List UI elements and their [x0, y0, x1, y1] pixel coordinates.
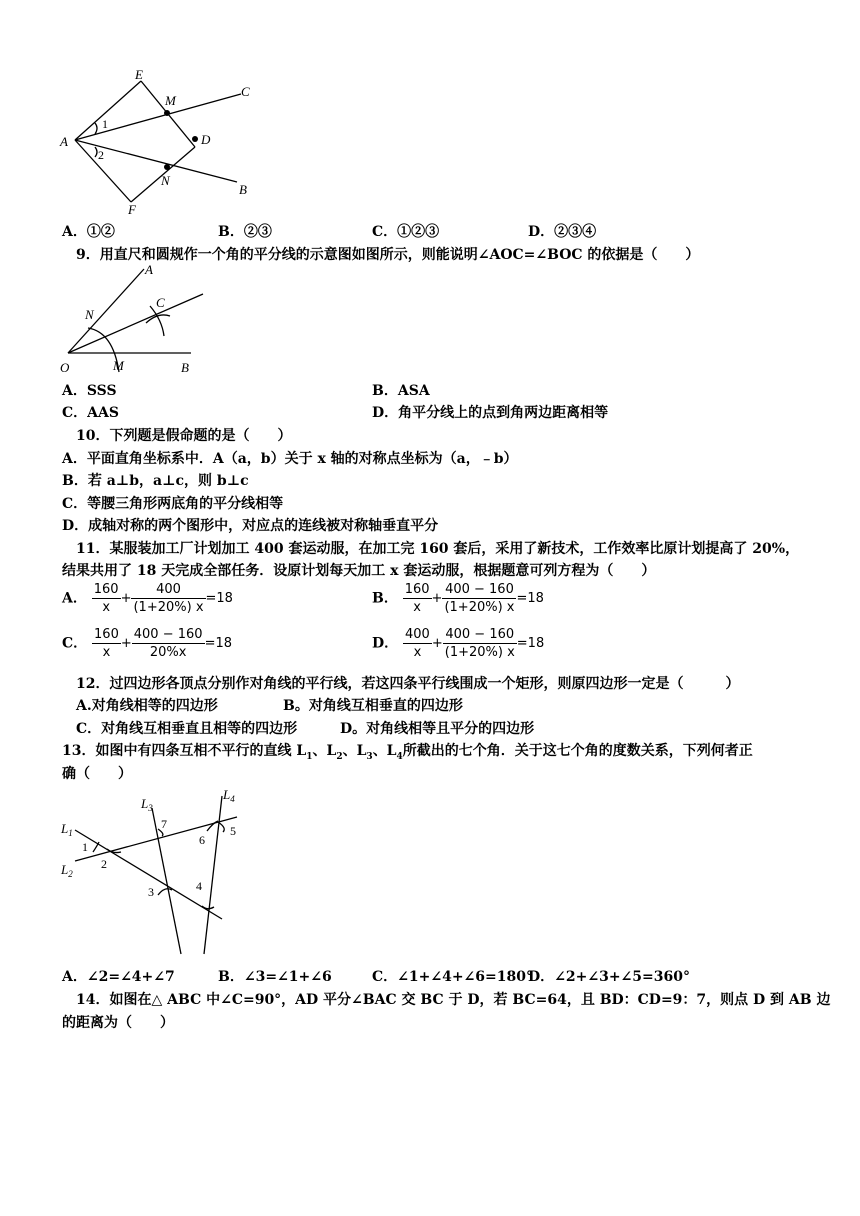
denominator: x: [102, 600, 111, 615]
option-letter: B．: [218, 224, 244, 240]
line-subscript: 2: [68, 869, 73, 879]
option-text: ②③: [243, 224, 272, 240]
option-text: ①②③: [397, 224, 440, 240]
option-text: ∠2+∠3+∠5=360°: [554, 969, 690, 985]
option-letter: C．: [62, 635, 88, 652]
option-text: ASA: [397, 383, 430, 399]
equals-value: =18: [516, 636, 545, 651]
option-letter: D．: [528, 224, 555, 240]
label-L3: [140, 796, 153, 813]
q13-option-b[interactable]: [218, 966, 332, 986]
option-letter: D．: [372, 635, 399, 652]
q13-option-d[interactable]: [528, 966, 690, 986]
line-subscript: 1: [68, 828, 73, 838]
label-B: B: [181, 360, 189, 375]
figure-q8: [55, 62, 265, 217]
q13-option-c[interactable]: [372, 966, 533, 986]
subscript: 3: [366, 751, 373, 762]
angle-2-label: 2: [98, 148, 104, 162]
stem-text: 13．如图中有四条互相不平行的直线 L: [62, 743, 307, 759]
q12-option-a[interactable]: A.对角线相等的四边形: [76, 698, 218, 714]
option-text: AAS: [87, 405, 119, 421]
option-letter: B．: [372, 590, 398, 607]
option-letter: B．: [372, 383, 398, 399]
equals-value: =18: [205, 591, 233, 606]
equals-value: =18: [516, 591, 544, 606]
q13-option-a[interactable]: [62, 966, 175, 986]
angle-2-label: 2: [101, 857, 107, 871]
stem-text: 所截出的七个角．关于这七个角的度数关系，下列何者正: [402, 743, 753, 759]
q14-stem-line2: 的距离为（ ）: [62, 1015, 174, 1031]
label-C: C: [156, 295, 165, 310]
plus-sign: +: [120, 636, 132, 651]
angle-1-label: 1: [82, 840, 88, 854]
fraction: [92, 627, 121, 660]
q11-option-a[interactable]: [62, 582, 233, 615]
q8-option-a[interactable]: [62, 221, 115, 241]
q11-stem-line2: 结果共用了 18 天完成全部任务．设原计划每天加工 x 套运动服，根据题意可列方程为（ ）: [62, 563, 656, 579]
q12-option-b[interactable]: B。对角线互相垂直的四边形: [283, 698, 463, 714]
option-text: ②③④: [554, 224, 597, 240]
line-name: L: [223, 787, 231, 802]
angle-5-label: 5: [230, 824, 236, 838]
label-L4: [222, 787, 235, 804]
numerator: 160: [94, 627, 119, 642]
denominator: 20%x: [149, 645, 187, 660]
numerator: 160: [93, 582, 119, 597]
angle-3-label: 3: [148, 885, 154, 899]
option-letter: A．: [62, 590, 87, 607]
fraction: [131, 582, 205, 615]
q8-option-c[interactable]: [372, 221, 439, 241]
option-text: 角平分线上的点到角两边距离相等: [398, 405, 609, 421]
q13-stem-line2: 确（ ）: [62, 766, 132, 782]
q9-option-c[interactable]: [62, 402, 119, 422]
plus-sign: +: [431, 591, 443, 606]
subscript: 2: [336, 751, 343, 762]
numerator: 400 − 160: [443, 627, 517, 644]
subscript: 4: [396, 751, 403, 762]
fraction: [132, 627, 205, 660]
option-letter: A．: [62, 383, 87, 399]
q10-option-d[interactable]: D．成轴对称的两个图形中，对应点的连线被对称轴垂直平分: [62, 518, 439, 534]
line-name: L: [61, 821, 69, 836]
option-letter: C．: [62, 405, 88, 421]
fraction: [403, 582, 432, 615]
angle-7-label: 7: [161, 817, 167, 831]
label-A: A: [145, 262, 153, 277]
q10-option-b[interactable]: B．若 a⊥b，a⊥c，则 b⊥c: [62, 473, 249, 489]
option-letter: C．: [372, 969, 398, 985]
fraction: [403, 627, 432, 660]
label-N: N: [161, 173, 170, 188]
q13-stem-line1: [62, 740, 753, 762]
option-letter: A．: [62, 969, 87, 985]
q8-option-b[interactable]: [218, 221, 272, 241]
q12-stem: 12．过四边形各顶点分别作对角线的平行线，若这四条平行线围成一个矩形，则原四边形一定是（ ）: [76, 676, 740, 692]
q10-option-a[interactable]: A．平面直角坐标系中．A（a，b）关于 x 轴的对称点坐标为（a，﹣b）: [62, 451, 518, 467]
q9-option-b[interactable]: [372, 380, 430, 400]
label-L1: [60, 821, 73, 838]
q12-option-c[interactable]: C．对角线互相垂直且相等的四边形: [76, 721, 298, 737]
q12-option-d[interactable]: D。对角线相等且平分的四边形: [340, 721, 535, 737]
equals-value: =18: [204, 636, 232, 651]
q10-option-c[interactable]: C．等腰三角形两底角的平分线相等: [62, 496, 284, 512]
fraction: [442, 582, 516, 615]
denominator: (1+20%) x: [444, 645, 515, 660]
q11-option-d[interactable]: [372, 627, 544, 660]
figure-q13: [55, 786, 255, 958]
q10-stem: 10．下列题是假命题的是（ ）: [76, 428, 292, 444]
label-A: A: [60, 134, 68, 149]
numerator: 400: [131, 582, 205, 599]
subscript: 1: [306, 751, 313, 762]
option-letter: C．: [372, 224, 398, 240]
denominator: (1+20%) x: [133, 600, 204, 615]
q9-option-d[interactable]: [372, 402, 608, 422]
label-M: M: [113, 358, 124, 373]
q9-option-a[interactable]: [62, 380, 117, 400]
option-text: ∠3=∠1+∠6: [243, 969, 332, 985]
denominator: x: [413, 645, 422, 660]
option-letter: D．: [528, 969, 555, 985]
option-text: ∠2=∠4+∠7: [86, 969, 175, 985]
line-subscript: 3: [148, 803, 153, 813]
option-letter: A．: [62, 224, 87, 240]
angle-4-label: 4: [196, 879, 202, 893]
q8-option-d[interactable]: [528, 221, 596, 241]
denominator: x: [102, 645, 111, 660]
stem-text: 、L: [372, 743, 397, 759]
numerator: 400 − 160: [133, 627, 203, 642]
option-text: SSS: [86, 383, 117, 399]
plus-sign: +: [431, 636, 443, 651]
option-text: ∠1+∠4+∠6=180°: [397, 969, 533, 985]
q11-stem-line1: 11．某服装加工厂计划加工 400 套运动服，在加工完 160 套后，采用了新技术，工作效率比原计划提高了 20%，: [76, 541, 800, 557]
option-text: ①②: [86, 224, 115, 240]
denominator: x: [413, 600, 421, 615]
q11-option-c[interactable]: [62, 627, 232, 660]
label-O: O: [60, 360, 70, 375]
angle-6-label: 6: [199, 833, 205, 847]
numerator: 400 − 160: [442, 582, 516, 599]
line-name: L: [141, 796, 149, 811]
option-letter: B．: [218, 969, 244, 985]
label-M: M: [165, 93, 176, 108]
line-subscript: 4: [230, 794, 235, 804]
stem-text: 、L: [312, 743, 337, 759]
numerator: 400: [405, 627, 430, 642]
fraction: [443, 627, 517, 660]
figure-q9: [58, 262, 208, 377]
label-F: F: [128, 202, 136, 217]
option-letter: D．: [372, 405, 399, 421]
label-E: E: [135, 67, 143, 82]
denominator: (1+20%) x: [444, 600, 515, 615]
q14-stem-line1: 14．如图在△ ABC 中∠C=90°，AD 平分∠BAC 交 BC 于 D，若 BC=64，且 BD：CD=9：7，则点 D 到 AB 边: [76, 992, 831, 1008]
label-N: N: [85, 307, 94, 322]
angle-1-label: 1: [102, 117, 108, 131]
label-D: D: [201, 132, 211, 147]
numerator: 160: [404, 582, 430, 597]
label-B: B: [239, 182, 247, 197]
label-C: C: [241, 84, 250, 99]
stem-text: 、L: [342, 743, 367, 759]
line-name: L: [61, 862, 69, 877]
fraction: [92, 582, 121, 615]
q9-stem: 9．用直尺和圆规作一个角的平分线的示意图如图所示，则能说明∠AOC=∠BOC 的依据是（ ）: [76, 247, 700, 263]
plus-sign: +: [120, 591, 132, 606]
q11-option-b[interactable]: [372, 582, 544, 615]
label-L2: [60, 862, 73, 879]
